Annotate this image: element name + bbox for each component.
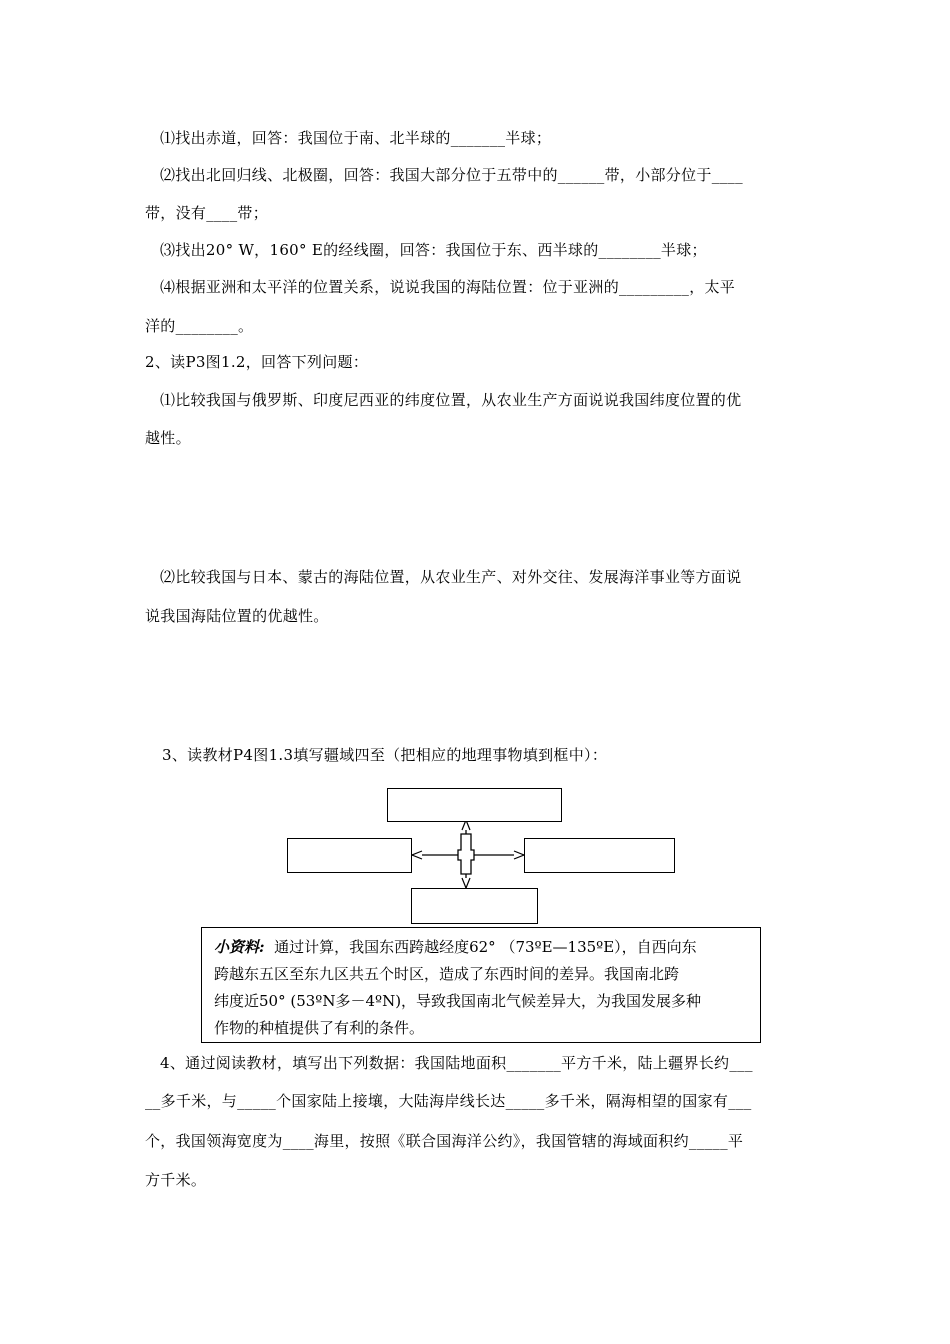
west-extreme-box[interactable] (287, 838, 412, 873)
question-1-2-line-2: 带，没有____带； (145, 204, 269, 222)
north-extreme-box[interactable] (387, 788, 562, 822)
info-note-box (201, 927, 761, 1043)
question-3-heading: 3、读教材P4图1.3填写疆域四至（把相应的地理事物填到框中）： (162, 746, 608, 764)
question-1-1: ⑴找出赤道，回答：我国位于南、北半球的_______半球； (160, 129, 552, 147)
south-extreme-box[interactable] (411, 888, 538, 924)
question-2-1-line-1: ⑴比较我国与俄罗斯、印度尼西亚的纬度位置，从农业生产方面说说我国纬度位置的优 (160, 391, 742, 409)
note-text-1: 通过计算，我国东西跨越经度62° （73ºE—135ºE），自西向东 (274, 938, 697, 956)
note-line-2: 跨越东五区至东九区共五个时区，造成了东西时间的差异。我国南北跨 (214, 965, 680, 983)
question-4-line-4: 方千米。 (145, 1171, 207, 1189)
question-4-line-1: 4、通过阅读教材，填写出下列数据：我国陆地面积_______平方千米，陆上疆界长约___ (160, 1054, 753, 1072)
east-extreme-box[interactable] (524, 838, 675, 873)
question-4-line-2: __多千米，与_____个国家陆上接壤，大陆海岸线长达_____多千米，隔海相望的国家有___ (145, 1092, 752, 1110)
note-title: 小资料: (214, 938, 265, 956)
question-4-line-3: 个，我国领海宽度为____海里，按照《联合国海洋公约》，我国管辖的海域面积约_____平 (145, 1132, 744, 1150)
question-1-4-line-1: ⑷根据亚洲和太平洋的位置关系，说说我国的海陆位置：位于亚洲的_________，太平 (160, 278, 736, 296)
question-1-2-line-1: ⑵找出北回归线、北极圈，回答：我国大部分位于五带中的______带，小部分位于____ (160, 166, 743, 184)
question-1-4-line-2: 洋的________。 (145, 317, 254, 335)
arrow-cross-center (458, 834, 474, 874)
question-1-3: ⑶找出20° W，160° E的经线圈，回答：我国位于东、西半球的________半球； (160, 241, 707, 259)
question-2-2-line-1: ⑵比较我国与日本、蒙古的海陆位置，从农业生产、对外交往、发展海洋事业等方面说 (160, 568, 742, 586)
cross-arrows (412, 820, 524, 888)
note-line-4: 作物的种植提供了有利的条件。 (214, 1019, 425, 1037)
question-2-1-line-2: 越性。 (145, 429, 191, 447)
note-line-1 (214, 934, 748, 961)
question-2-heading: 2、读P3图1.2，回答下列问题： (145, 353, 369, 371)
note-line-3: 纬度近50° (53ºN多－4ºN)，导致我国南北气候差异大，为我国发展多种 (214, 992, 702, 1010)
question-2-2-line-2: 说我国海陆位置的优越性。 (145, 607, 329, 625)
